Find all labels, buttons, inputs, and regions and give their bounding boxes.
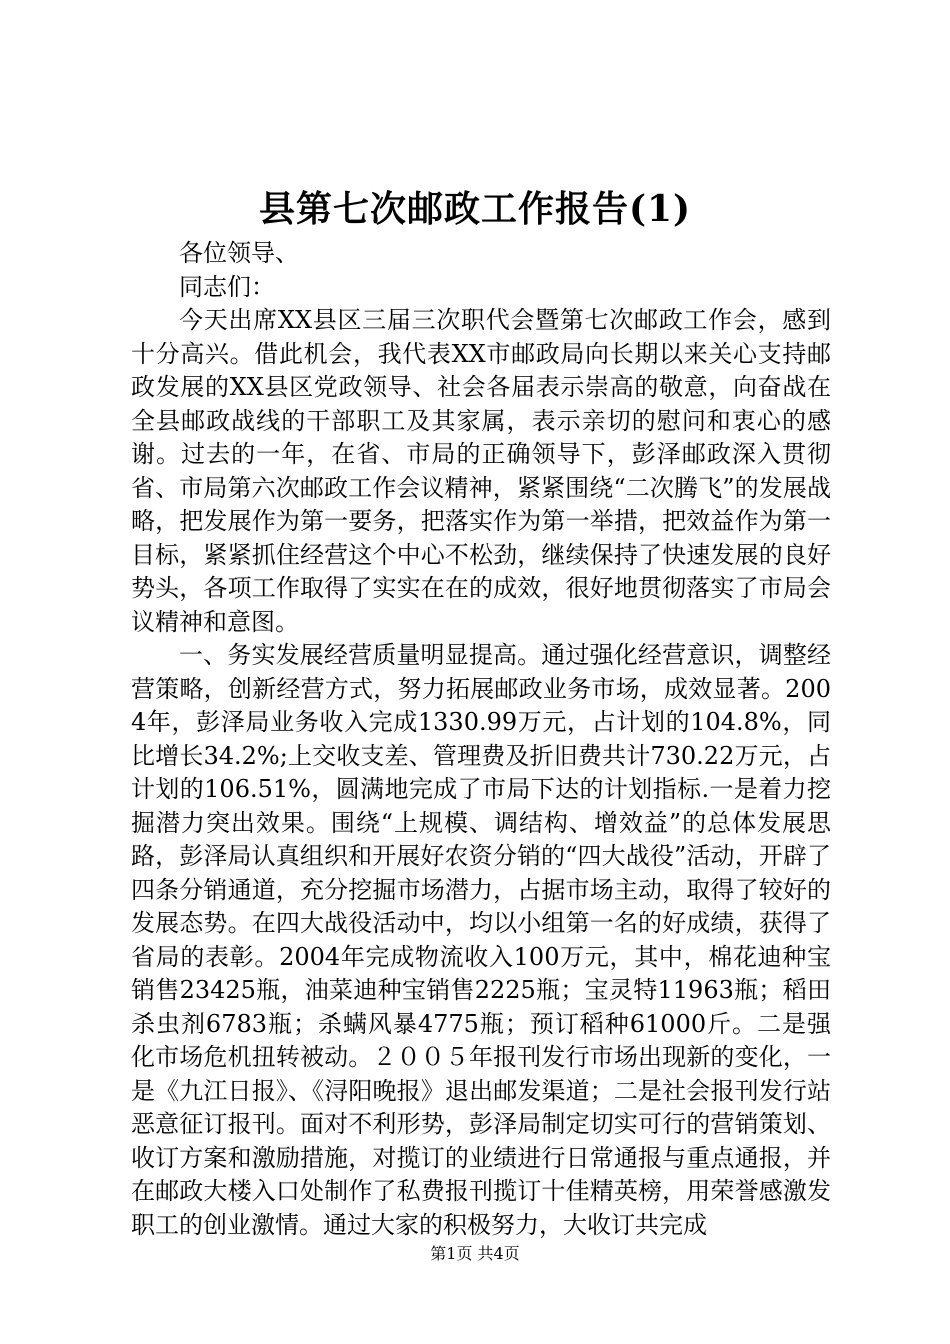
document-title: 县第七次邮政工作报告(1) <box>258 188 692 230</box>
salutation-line: 同志们： <box>179 272 275 301</box>
body-paragraph: 今天出席XX县区三届三次职代会暨第七次邮政工作会，感到十分高兴。借此机会，我代表XX市邮政局向长期以来关心支持邮政发展的XX县区党政领导、社会各届表示崇高的敬意，向奋战在全县邮政战线的干部职工及其家属，表示亲切的慰问和衷心的感谢。过去的一年，在省、市局的正确领导下，彭泽邮政深入贯彻省、市局第六次邮政工作会议精神，紧紧围绕“二次腾飞”的发展战略，把发展作为第一要务，把落实作为第一举措，把效益作为第一目标，紧紧抓住经营这个中心不松劲，继续保持了快速发展的良好势头，各项工作取得了实实在在的成效，很好地贯彻落实了市局会议精神和意图。 <box>131 306 831 636</box>
page-footer <box>0 1243 950 1265</box>
body-paragraph: 一、务实发展经营质量明显提高。通过强化经营意识，调整经营策略，创新经营方式，努力拓展邮政业务市场，成效显著。2004年，彭泽局业务收入完成1330.99万元，占计划的104.8%，同比增长34.2%;上交收支差、管理费及折旧费共计730.22万元，占计划的106.51%，圆满地完成了市局下达的计划指标.一是着力挖掘潜力突出效果。围绕“上规模、调结构、增效益”的总体发展思路，彭泽局认真组织和开展好农资分销的“四大战役”活动，开辟了四条分销通道，充分挖掘市场潜力，占据市场主动，取得了较好的发展态势。在四大战役活动中，均以小组第一名的好成绩，获得了省局的表彰。2004年完成物流收入100万元，其中，棉花迪种宝销售23425瓶，油菜迪种宝销售2225瓶；宝灵特11963瓶；稻田杀虫剂6783瓶；杀螨风暴4775瓶；预订稻种61000斤。二是强化市场危机扭转被动。２００５年报刊发行市场出现新的变化，一是《九江日报》、《浔阳晚报》退出邮发渠道；二是社会报刊发行站恶意征订报刊。面对不利形势，彭泽局制定切实可行的营销策划、收订方案和激励措施，对揽订的业绩进行日常通报与重点通报，并在邮政大楼入口处制作了私费报刊揽订十佳精英榜，用荣誉感激发职工的创业激情。通过大家的积极努力，大收订共完成 <box>131 641 831 1239</box>
document-body <box>131 237 831 1242</box>
salutation-line: 各位领导、 <box>179 239 299 267</box>
page-number-indicator: 第1页 共4页 <box>430 1244 520 1263</box>
